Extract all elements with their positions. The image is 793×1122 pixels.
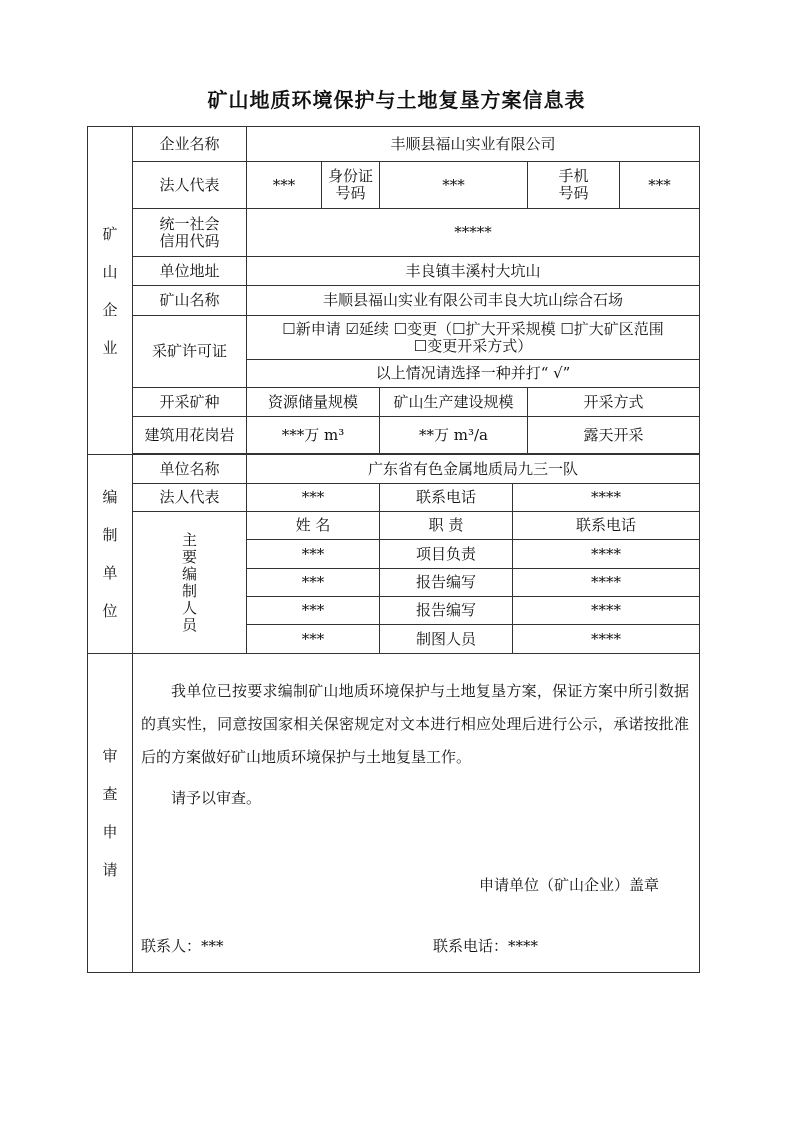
address-label: 单位地址 xyxy=(133,257,247,286)
header-name: 姓 名 xyxy=(247,512,380,540)
review-statement: 我单位已按要求编制矿山地质环境保护与土地复垦方案，保证方案中所引数据的真实性，同意按国家相关保密规定对文本进行相应处理后进行公示，承诺按批准后的方案做好矿山地质环境保护与土地复垦工作。 xyxy=(141,682,690,766)
production-value: **万 m³/a xyxy=(380,417,528,454)
reserve-label: 资源储量规模 xyxy=(247,388,380,417)
info-table xyxy=(87,126,700,973)
staff-name: *** xyxy=(247,625,380,654)
id-label: 身份证 号码 xyxy=(322,162,380,209)
address: 丰良镇丰溪村大坑山 xyxy=(247,257,700,286)
legal-rep-value: *** xyxy=(247,162,322,209)
reserve-value: ***万 m³ xyxy=(247,417,380,454)
credit-code-label: 统一社会 信用代码 xyxy=(133,209,247,257)
mine-name: 丰顺县福山实业有限公司丰良大坑山综合石场 xyxy=(247,286,700,316)
contact-phone: **** xyxy=(513,484,700,512)
review-contact: 联系人：*** xyxy=(141,937,224,955)
mine-name-label: 矿山名称 xyxy=(133,286,247,316)
company-name-label: 企业名称 xyxy=(133,127,247,162)
staff-phone: **** xyxy=(513,597,700,625)
credit-code: ***** xyxy=(247,209,700,257)
method-label: 开采方式 xyxy=(528,388,700,417)
permit-options-line1: ☐新申请 ☑延续 ☐变更（☐扩大开采规模 ☐扩大矿区范围 xyxy=(282,319,664,338)
staff-phone: **** xyxy=(513,540,700,569)
phone-label: 手机 号码 xyxy=(528,162,620,209)
id-value: *** xyxy=(380,162,528,209)
company-name: 丰顺县福山实业有限公司 xyxy=(247,127,700,162)
compiler-legal-rep-label: 法人代表 xyxy=(133,484,247,512)
staff-label: 主 要 编 制 人 员 xyxy=(133,512,247,654)
mineral-value: 建筑用花岗岩 xyxy=(133,417,247,454)
staff-phone: **** xyxy=(513,625,700,654)
review-request: 请予以审查。 xyxy=(171,789,262,807)
unit-name-label: 单位名称 xyxy=(133,455,247,484)
staff-name: *** xyxy=(247,597,380,625)
review-phone: 联系电话：**** xyxy=(433,937,539,955)
unit-name: 广东省有色金属地质局九三一队 xyxy=(247,455,700,484)
staff-role: 报告编写 xyxy=(380,597,513,625)
compiler-legal-rep: *** xyxy=(247,484,380,512)
review-seal: 申请单位（矿山企业）盖章 xyxy=(479,876,660,894)
staff-name: *** xyxy=(247,540,380,569)
header-phone: 联系电话 xyxy=(513,512,700,540)
review-section-label: 审 查 申 请 xyxy=(88,654,133,973)
staff-phone: **** xyxy=(513,569,700,597)
compiler-section-label: 编 制 单 位 xyxy=(88,455,133,654)
legal-rep-label: 法人代表 xyxy=(133,162,247,209)
contact-phone-label: 联系电话 xyxy=(380,484,513,512)
staff-role: 报告编写 xyxy=(380,569,513,597)
permit-label: 采矿许可证 xyxy=(133,316,247,388)
review-declaration xyxy=(133,654,700,973)
permit-note: 以上情况请选择一种并打“ √” xyxy=(247,360,700,388)
staff-name: *** xyxy=(247,569,380,597)
staff-role: 制图人员 xyxy=(380,625,513,654)
production-label: 矿山生产建设规模 xyxy=(380,388,528,417)
method-value: 露天开采 xyxy=(528,417,700,454)
permit-options-line2: ☐变更开采方式） xyxy=(413,336,533,355)
header-role: 职 责 xyxy=(380,512,513,540)
page-title: 矿山地质环境保护与土地复垦方案信息表 xyxy=(207,88,586,112)
staff-role: 项目负责 xyxy=(380,540,513,569)
phone-value: *** xyxy=(620,162,700,209)
mineral-label: 开采矿种 xyxy=(133,388,247,417)
mine-section-label: 矿 山 企 业 xyxy=(88,127,133,455)
permit-options xyxy=(247,316,700,360)
